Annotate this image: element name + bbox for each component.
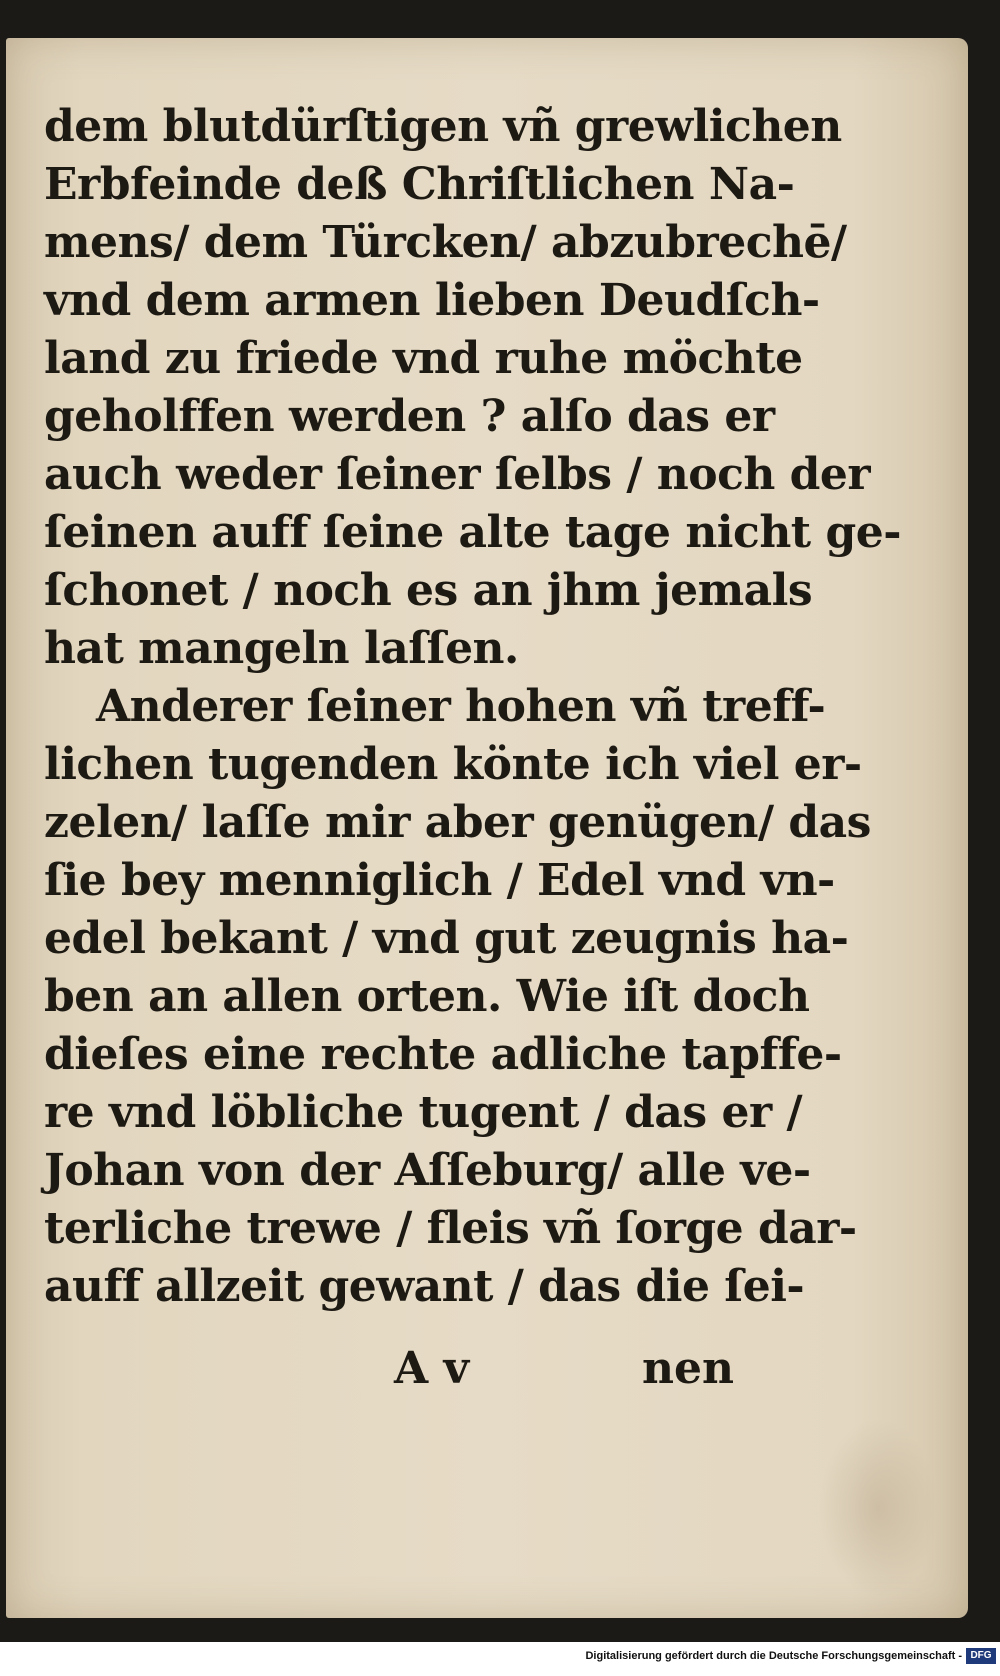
text-line: lichen tugenden könte ich viel er- [44,739,862,790]
text-line: ſchonet / noch es an jhm jemals [44,565,813,616]
text-line: dieſes eine rechte adliche tapffe- [44,1029,842,1080]
text-block [44,98,901,1316]
text-line: zelen/ laſſe mir aber genügen/ das [44,797,871,848]
text-line: auff allzeit gewant / das die ſei- [44,1261,805,1312]
text-line: Erbfeinde deß Chriſtlichen Na- [44,159,795,210]
paper-stain [818,1418,938,1598]
book-page [6,38,968,1618]
catchword: nen [642,1343,734,1394]
paragraph-start-line: Anderer ſeiner hohen vñ treff- [96,681,826,732]
text-line: hat mangeln laſſen. [44,623,519,674]
text-line: land zu friede vnd ruhe möchte [44,333,803,384]
catch-line [44,1340,734,1398]
text-line: dem blutdürſtigen vñ grewlichen [44,101,842,152]
text-line: Johan von der Aſſeburg/ alle ve- [44,1145,811,1196]
signature-mark: A v [394,1343,470,1394]
dfg-logo-icon: DFG [966,1648,996,1664]
digitization-footer [0,1642,1000,1676]
text-line: vnd dem armen lieben Deudſch- [44,275,820,326]
text-line: geholffen werden ? alſo das er [44,391,775,442]
text-line: auch weder ſeiner ſelbs / noch der [44,449,871,500]
text-line: terliche trewe / fleis vñ ſorge dar- [44,1203,857,1254]
funding-credit: Digitalisierung gefördert durch die Deutsche Forschungsgemeinschaft - [585,1650,962,1662]
text-line: re vnd löbliche tugent / das er / [44,1087,803,1138]
text-line: ſeinen auff ſeine alte tage nicht ge- [44,507,901,558]
text-line: ben an allen orten. Wie iſt doch [44,971,810,1022]
text-line: mens/ dem Türcken/ abzubrechē/ [44,217,847,268]
text-line: ſie bey menniglich / Edel vnd vn- [44,855,835,906]
text-line: edel bekant / vnd gut zeugnis ha- [44,913,849,964]
